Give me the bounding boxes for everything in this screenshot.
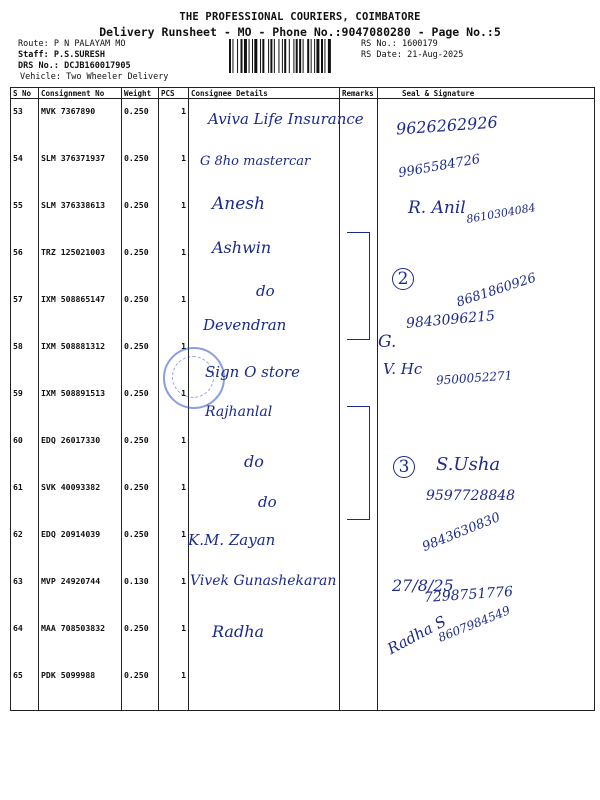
weight-cell: 0.250	[122, 663, 159, 711]
handwritten-signature-phone: 8681860926	[454, 270, 539, 311]
barcode-bar	[328, 39, 331, 73]
pcs-cell: 1	[159, 569, 189, 616]
sno-cell: 58	[11, 334, 39, 381]
col-signature: Seal & Signature	[378, 88, 595, 99]
barcode-bar	[252, 39, 253, 73]
barcode-bar	[303, 39, 304, 73]
barcode-bar	[241, 39, 243, 73]
handwritten-signature-phone: 9597728848	[426, 488, 516, 504]
barcode-image	[229, 39, 358, 73]
sno-cell: 56	[11, 240, 39, 287]
rs-no-value: 1600179	[401, 39, 438, 49]
company-title: THE PROFESSIONAL COURIERS, COIMBATORE	[179, 11, 421, 23]
signature-58-scribble: G.	[378, 332, 397, 352]
consignment-cell: IXM 508865147	[39, 287, 122, 334]
barcode-bar	[316, 39, 319, 73]
weight-cell: 0.250	[122, 522, 159, 569]
handwritten-consignee: do	[256, 282, 275, 300]
group-mark-1: 2	[392, 268, 414, 290]
barcode-bar	[249, 39, 250, 73]
handwritten-consignee: Rajhanlal	[205, 404, 273, 420]
sno-cell: 60	[11, 428, 39, 475]
rs-no-label: RS No.:	[361, 39, 397, 49]
pcs-cell: 1	[159, 616, 189, 663]
remarks-cell	[340, 334, 378, 381]
pcs-cell: 1	[159, 334, 189, 381]
barcode-bar	[244, 39, 247, 73]
barcode-bar	[229, 39, 231, 73]
consignment-cell: IXM 508891513	[39, 381, 122, 428]
weight-cell: 0.250	[122, 240, 159, 287]
remarks-cell	[340, 663, 378, 711]
sno-cell: 57	[11, 287, 39, 334]
vehicle-label: Vehicle:	[20, 72, 61, 82]
weight-cell: 0.250	[122, 334, 159, 381]
barcode-bar	[232, 39, 233, 73]
signature-61-scribble: S.Usha	[436, 454, 501, 475]
handwritten-signature-phone: 8607984549	[436, 603, 513, 645]
barcode-bar	[282, 39, 283, 73]
drs-line	[18, 61, 131, 72]
weight-cell: 0.130	[122, 569, 159, 616]
handwritten-consignee: Anesh	[212, 194, 265, 214]
remarks-cell	[340, 522, 378, 569]
table-header	[11, 88, 595, 99]
handwritten-consignee: Devendran	[203, 316, 287, 334]
barcode-bar	[254, 39, 257, 73]
consignee-cell	[189, 428, 340, 475]
sno-cell: 55	[11, 193, 39, 240]
pcs-cell: 1	[159, 381, 189, 428]
barcode-bar	[268, 39, 269, 73]
table-row	[11, 428, 595, 475]
handwritten-signature-phone: 9500052271	[435, 368, 513, 388]
rs-date-line	[361, 50, 463, 61]
weight-cell: 0.250	[122, 381, 159, 428]
barcode-bar	[260, 39, 261, 73]
barcode-bar	[293, 39, 294, 73]
pcs-cell: 1	[159, 428, 189, 475]
consignee-cell	[189, 663, 340, 711]
col-sno: S No	[11, 88, 39, 99]
barcode-bar	[270, 39, 272, 73]
handwritten-consignee: K.M. Zayan	[188, 531, 276, 549]
route-value: P N PALAYAM MO	[53, 39, 126, 49]
consignment-cell: SLM 376338613	[39, 193, 122, 240]
consignment-cell: TRZ 125021003	[39, 240, 122, 287]
barcode-bar	[284, 39, 286, 73]
barcode-bar	[296, 39, 298, 73]
consignment-cell: MVP 24920744	[39, 569, 122, 616]
consignment-cell: SLM 376371937	[39, 146, 122, 193]
sno-cell: 65	[11, 663, 39, 711]
sno-cell: 62	[11, 522, 39, 569]
col-consignee: Consignee Details	[189, 88, 340, 99]
barcode-bar	[274, 39, 275, 73]
staff-line	[18, 50, 105, 61]
weight-cell: 0.250	[122, 193, 159, 240]
pcs-cell: 1	[159, 287, 189, 334]
group-mark-2: 3	[393, 456, 415, 478]
signature-cell	[378, 663, 595, 711]
consignment-cell: EDQ 20914039	[39, 522, 122, 569]
sno-cell: 63	[11, 569, 39, 616]
handwritten-signature-phone: 7298751776	[423, 583, 514, 607]
remarks-cell	[340, 569, 378, 616]
rs-date-value: 21-Aug-2025	[407, 50, 464, 60]
barcode-bar	[311, 39, 312, 73]
table-row	[11, 663, 595, 711]
barcode-bar	[278, 39, 279, 73]
sno-cell: 53	[11, 99, 39, 147]
pcs-cell: 1	[159, 522, 189, 569]
consignment-cell: IXM 508881312	[39, 334, 122, 381]
pcs-cell: 1	[159, 193, 189, 240]
handwritten-consignee: Ashwin	[212, 238, 272, 257]
signature-59-scribble: V. Hc	[383, 360, 423, 378]
signature-64-date: 27/8/25	[392, 576, 454, 595]
col-weight: Weight	[122, 88, 159, 99]
handwritten-signature-phone: 9965584726	[397, 151, 482, 182]
consignment-cell: EDQ 26017330	[39, 428, 122, 475]
drs-value: DCJB160017905	[64, 61, 131, 71]
signature-cell	[378, 381, 595, 428]
signature-55-scribble: R. Anil	[408, 198, 466, 218]
drs-label: DRS No.:	[18, 61, 59, 71]
rs-date-label: RS Date:	[361, 50, 402, 60]
table-body	[11, 99, 595, 711]
runsheet-subtitle: Delivery Runsheet - MO - Phone No.:9047080280 - Page No.:5	[99, 25, 501, 39]
consignment-cell: MAA 708503832	[39, 616, 122, 663]
barcode-bar	[307, 39, 309, 73]
consignment-cell: MVK 7367890	[39, 99, 122, 147]
handwritten-signature-phone: 9843096215	[405, 308, 496, 332]
barcode-bar	[299, 39, 301, 73]
weight-cell: 0.250	[122, 287, 159, 334]
sno-cell: 64	[11, 616, 39, 663]
consignment-cell: PDK 5099988	[39, 663, 122, 711]
handwritten-consignee: do	[258, 493, 277, 511]
table-row	[11, 522, 595, 569]
table-row	[11, 616, 595, 663]
handwritten-signature-phone: 9626262926	[395, 112, 499, 139]
pcs-cell: 1	[159, 475, 189, 522]
col-consignment: Consignment No	[39, 88, 122, 99]
barcode-bar	[237, 39, 238, 73]
pcs-cell: 1	[159, 240, 189, 287]
route-line	[18, 39, 126, 50]
group-bracket-1	[347, 232, 370, 340]
barcode-bar	[321, 39, 323, 73]
barcode-bar	[314, 39, 315, 73]
weight-cell: 0.250	[122, 428, 159, 475]
signature-65-scribble: Radha S	[384, 612, 450, 658]
weight-cell: 0.250	[122, 99, 159, 147]
staff-value: P.S.SURESH	[53, 50, 106, 60]
col-pcs: PCS	[159, 88, 189, 99]
weight-cell: 0.250	[122, 475, 159, 522]
barcode-bar	[289, 39, 290, 73]
remarks-cell	[340, 616, 378, 663]
vehicle-value: Two Wheeler Delivery	[66, 72, 169, 82]
barcode-bar	[262, 39, 264, 73]
rs-no-line	[361, 39, 438, 50]
sno-cell: 54	[11, 146, 39, 193]
pcs-cell: 1	[159, 146, 189, 193]
table-row	[11, 381, 595, 428]
vehicle-line	[20, 72, 168, 83]
sno-cell: 61	[11, 475, 39, 522]
handwritten-consignee: Radha	[212, 622, 265, 641]
handwritten-consignee: Vivek Gunashekaran	[190, 573, 337, 589]
sno-cell: 59	[11, 381, 39, 428]
handwritten-signature-phone: 8610304084	[465, 201, 537, 226]
handwritten-consignee: do	[244, 452, 264, 471]
handwritten-consignee: G 8ho mastercar	[200, 154, 311, 169]
handwritten-signature-phone: 9843630830	[420, 510, 503, 555]
pcs-cell: 1	[159, 99, 189, 147]
handwritten-consignee: Aviva Life Insurance	[208, 110, 364, 128]
consignment-cell: SVK 40093382	[39, 475, 122, 522]
staff-label: Staff:	[18, 50, 49, 60]
remarks-cell	[340, 146, 378, 193]
group-bracket-2	[347, 406, 370, 520]
handwritten-consignee: Sign O store	[205, 363, 300, 381]
weight-cell: 0.250	[122, 146, 159, 193]
barcode-bar	[324, 39, 325, 73]
route-label: Route:	[18, 39, 49, 49]
col-remarks: Remarks	[340, 88, 378, 99]
pcs-cell: 1	[159, 663, 189, 711]
weight-cell: 0.250	[122, 616, 159, 663]
